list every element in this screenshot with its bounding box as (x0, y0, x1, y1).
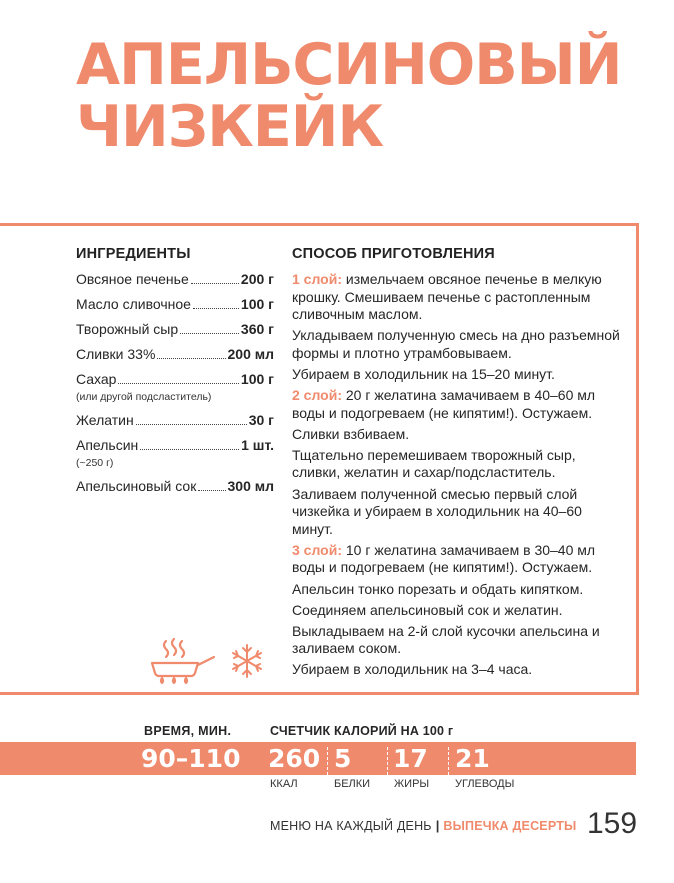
layer-label: 3 слой: (292, 541, 342, 558)
method-heading: СПОСОБ ПРИГОТОВЛЕНИЯ (292, 246, 495, 262)
calories-label: СЧЕТЧИК КАЛОРИЙ НА 100 г (270, 724, 454, 738)
method-step (292, 602, 624, 620)
time-value: 90–110 (141, 744, 241, 773)
recipe-title (76, 34, 666, 158)
method-step (292, 327, 624, 362)
dot-leader (157, 358, 225, 359)
step-text: Апельсин тонко порезать и обдать кипятком. (292, 580, 584, 597)
method-step (292, 661, 624, 679)
method-step (292, 486, 624, 539)
step-text: Заливаем полученной смесью первый слой чизкейка и убираем в холодильник на 40–60 минут. (292, 485, 582, 537)
method-step (292, 366, 624, 384)
footer-chapter-name: ВЫПЕЧКА ДЕСЕРТЫ (443, 818, 577, 833)
dot-leader (193, 308, 239, 309)
layer-label: 2 слой: (292, 387, 342, 404)
dot-leader (198, 490, 225, 491)
ingredient-name: Масло сливочное (76, 296, 191, 312)
method-step (292, 581, 624, 599)
step-text: Сливки взбиваем. (292, 425, 410, 442)
fat-value: 17 (393, 744, 428, 773)
step-text: Выкладываем на 2-й слой кусочки апельсина и заливаем соком. (292, 622, 600, 657)
dot-leader (140, 449, 239, 450)
ingredient-row (76, 478, 274, 495)
carbs-value: 21 (455, 744, 490, 773)
footer-section-name: МЕНЮ НА КАЖДЫЙ ДЕНЬ (270, 818, 432, 833)
ingredient-name: Овсяное печенье (76, 271, 189, 287)
ingredient-name: Апельсин (76, 437, 139, 453)
dot-leader (191, 283, 239, 284)
ingredient-quantity: 1 шт. (241, 437, 274, 453)
kcal-unit: ККАЛ (270, 778, 298, 790)
ingredient-name: Творожный сыр (76, 321, 179, 337)
ingredient-quantity: 360 г (240, 321, 274, 337)
heating-pan-icon (144, 637, 216, 685)
method-step (292, 271, 624, 324)
ingredient-quantity: 300 мл (227, 478, 274, 494)
step-text: Соединяем апельсиновый сок и желатин. (292, 601, 563, 618)
dot-leader (180, 333, 239, 334)
time-label: ВРЕМЯ, МИН. (144, 724, 232, 738)
ingredient-row (76, 437, 274, 454)
page-number: 159 (587, 807, 638, 840)
protein-value: 5 (334, 744, 352, 773)
ingredient-note: (~250 г) (76, 457, 114, 469)
footer-separator: | (435, 818, 440, 833)
layer-label: 1 слой: (292, 271, 342, 287)
method-step (292, 426, 624, 444)
method-step (292, 387, 624, 422)
ingredient-quantity: 100 г (240, 296, 274, 312)
method-step (292, 542, 624, 577)
recipe-title-line-2: ЧИЗКЕЙК (76, 94, 384, 160)
ingredient-name: Желатин (76, 412, 134, 428)
step-list (292, 271, 624, 679)
ingredients-section (76, 246, 274, 503)
protein-unit: БЕЛКИ (334, 778, 371, 790)
kcal-value: 260 (268, 744, 321, 773)
method-step (292, 623, 624, 658)
ingredient-row (76, 296, 274, 313)
ingredient-row (76, 321, 274, 338)
stat-divider (448, 747, 449, 795)
ingredient-name: Сливки 33% (76, 346, 156, 362)
ingredient-quantity: 100 г (240, 371, 274, 387)
step-text: Тщательно перемешиваем творожный сыр, сливки, желатин и сахар/подсластитель. (292, 446, 576, 481)
snowflake-icon (229, 643, 265, 679)
step-text: Убираем в холодильник на 3–4 часа. (292, 661, 533, 678)
ingredient-row (76, 346, 274, 363)
dot-leader (136, 424, 247, 425)
stat-divider (387, 747, 388, 795)
step-text: 20 г желатина замачиваем в 40–60 мл воды и подогреваем (не кипятим!). Остужаем. (292, 387, 596, 421)
step-text: измельчаем овсяное печенье в мелкую крошку. Смешиваем печенье с растопленным сливочным маслом. (292, 271, 602, 323)
step-text: 10 г желатина замачиваем в 30–40 мл воды и подогреваем (не кипятим!). Остужаем. (292, 541, 596, 576)
ingredient-quantity: 200 мл (227, 346, 274, 362)
method-section (292, 246, 624, 682)
fat-unit: ЖИРЫ (394, 778, 430, 790)
carbs-unit: УГЛЕВОДЫ (455, 778, 515, 790)
ingredient-row (76, 412, 274, 429)
ingredient-name: Сахар (76, 371, 117, 387)
ingredient-note: (или другой подсластитель) (76, 391, 212, 403)
ingredient-row (76, 371, 274, 388)
ingredient-name: Апельсиновый сок (76, 478, 197, 494)
step-text: Укладываем полученную смесь на дно разъемной формы и плотно утрамбовываем. (292, 327, 620, 361)
recipe-title-line-1: АПЕЛЬСИНОВЫЙ (76, 32, 622, 98)
ingredient-list (76, 271, 274, 495)
ingredients-heading: ИНГРЕДИЕНТЫ (76, 246, 191, 262)
ingredient-quantity: 30 г (248, 412, 274, 428)
method-step (292, 447, 624, 482)
ingredient-row (76, 271, 274, 288)
step-text: Убираем в холодильник на 15–20 минут. (292, 365, 555, 382)
ingredient-quantity: 200 г (240, 271, 274, 287)
stat-divider (327, 747, 328, 795)
page-footer (270, 818, 577, 833)
dot-leader (118, 383, 238, 384)
